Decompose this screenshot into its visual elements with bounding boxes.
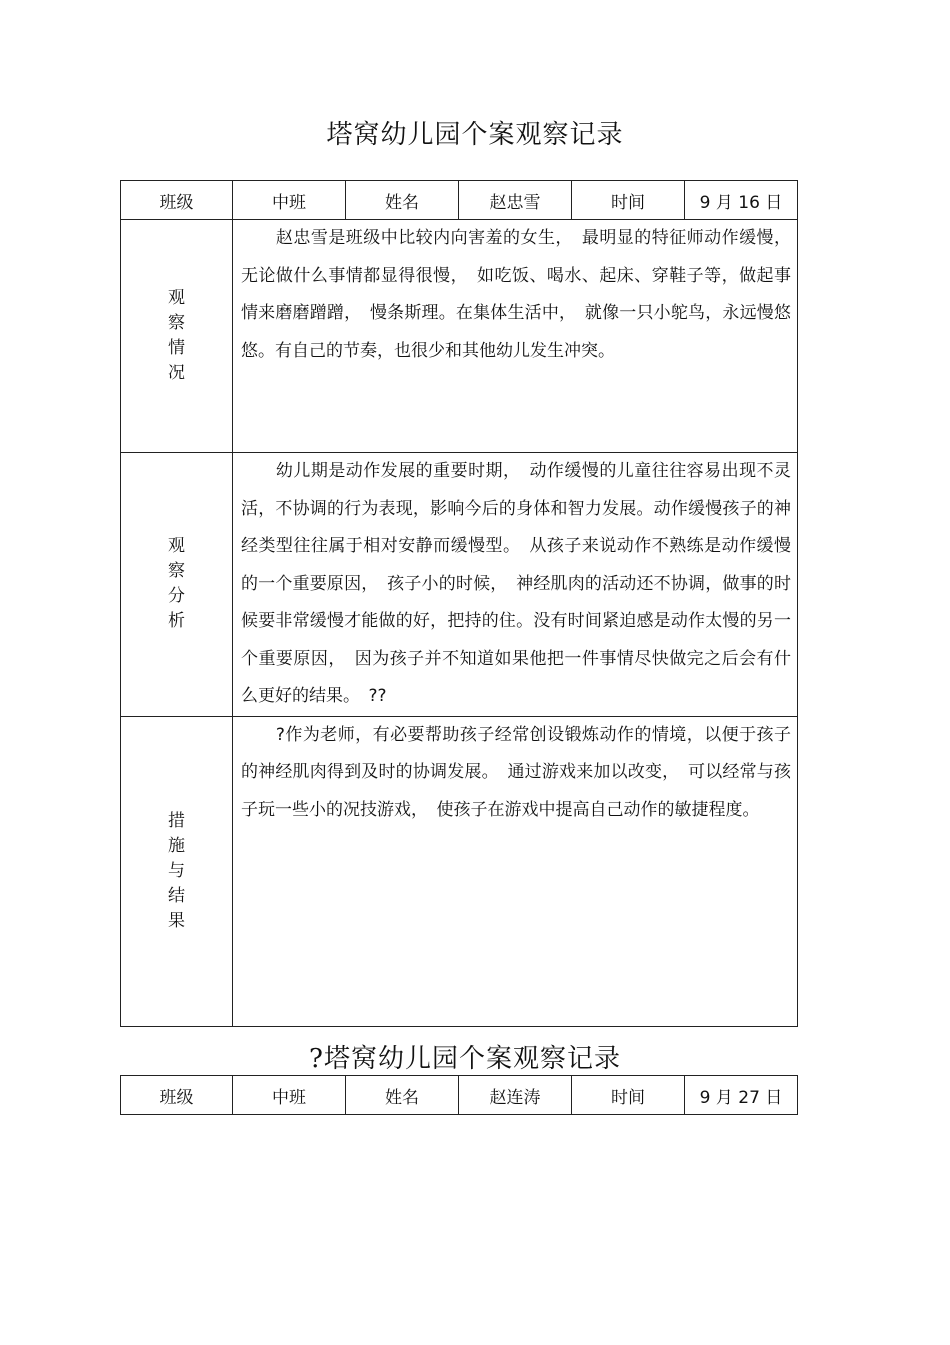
time-value: 9 月 16 日 (685, 181, 798, 220)
section-text: ?作为老师，有必要帮助孩子经常创设锻炼动作的情境，以便于孩子的神经肌肉得到及时的协调发展。 通过游戏来加以改变， 可以经常与孩子玩一些小的况技游戏， 使孩子在游戏中提高自己动作的敏捷程度。 (233, 716, 798, 1026)
section-label: 观 察 分 析 (121, 453, 233, 717)
class-value: 中班 (233, 181, 346, 220)
section-text: 赵忠雪是班级中比较内向害羞的女生， 最明显的特征师动作缓慢，无论做什么事情都显得很慢， 如吃饭、喝水、起床、穿鞋子等，做起事情来磨磨蹭蹭， 慢条斯理。在集体生活中， 就像一只小鸵鸟，永远慢悠悠。有自己的节奏，也很少和其他幼儿发生冲突。 (233, 220, 798, 453)
section-observation (121, 220, 798, 453)
section-label: 措 施 与 结 果 (121, 716, 233, 1026)
name-label: 姓名 (346, 181, 459, 220)
header-row (121, 1076, 798, 1115)
name-label: 姓名 (346, 1076, 459, 1115)
time-label: 时间 (572, 181, 685, 220)
section-label: 观 察 情 况 (121, 220, 233, 453)
time-label: 时间 (572, 1076, 685, 1115)
section-measures (121, 716, 798, 1026)
page-title: 塔窝幼儿园个案观察记录 (326, 120, 624, 150)
class-label: 班级 (121, 1076, 233, 1115)
class-value: 中班 (233, 1076, 346, 1115)
observation-table (120, 180, 798, 1027)
class-label: 班级 (121, 181, 233, 220)
name-value: 赵连涛 (459, 1076, 572, 1115)
header-row (121, 181, 798, 220)
section-text: 幼儿期是动作发展的重要时期， 动作缓慢的儿童往往容易出现不灵活，不协调的行为表现，影响今后的身体和智力发展。动作缓慢孩子的神经类型往往属于相对安静而缓慢型。 从孩子来说动作不熟练是动作缓慢的一个重要原因， 孩子小的时候， 神经肌肉的活动还不协调，做事的时候要非常缓慢才能做的好，把持的住。没有时间紧迫感是动作太慢的另一个重要原因， 因为孩子并不知道如果他把一件事情尽快做完之后会有什么更好的结果。 ?? (233, 453, 798, 717)
second-observation-table (120, 1075, 798, 1115)
name-value: 赵忠雪 (459, 181, 572, 220)
section-analysis (121, 453, 798, 717)
second-page-title: ?塔窝幼儿园个案观察记录 (309, 1044, 621, 1074)
time-value: 9 月 27 日 (685, 1076, 798, 1115)
